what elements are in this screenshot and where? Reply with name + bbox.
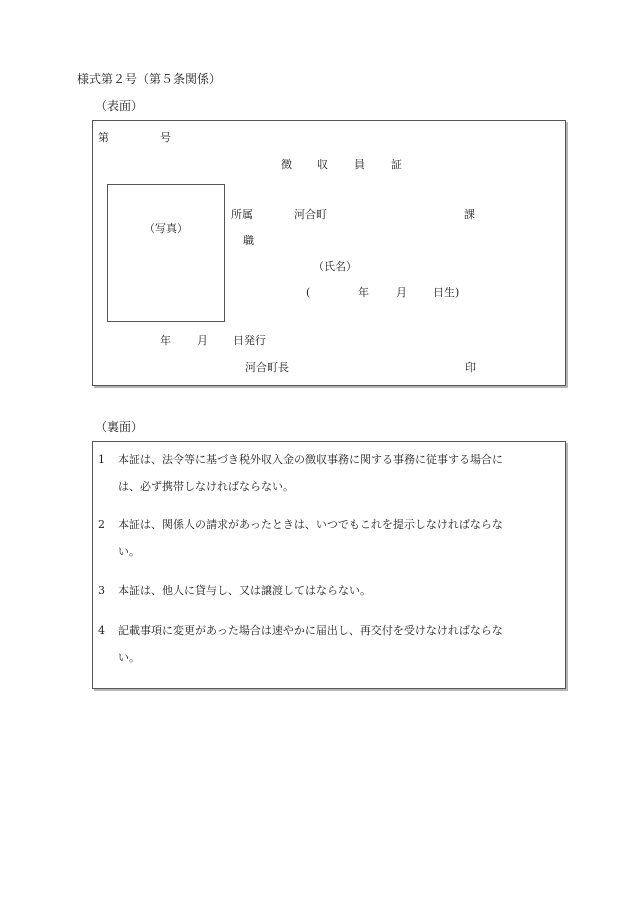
- position-label: 職: [243, 234, 254, 247]
- card-title-char-2: 収: [317, 158, 328, 171]
- issue-year: 年: [160, 334, 171, 347]
- rule-4-number: 4: [98, 624, 105, 637]
- name-label: （氏名）: [313, 260, 357, 273]
- seal-mark: 印: [465, 361, 476, 374]
- affiliation-label: 所属: [231, 208, 253, 221]
- rule-4-text-1: 記載事項に変更があった場合は速やかに届出し、再交付を受けなければならな: [118, 624, 503, 637]
- number-prefix: 第: [98, 131, 109, 144]
- issue-day: 日発行: [233, 334, 266, 347]
- rule-2-text-1: 本証は、関係人の請求があったときは、いつでもこれを提示しなければならな: [118, 518, 503, 531]
- rule-1-number: 1: [98, 453, 105, 466]
- issuer-name: 河合町長: [245, 361, 289, 374]
- birth-day: 日生): [433, 286, 460, 299]
- back-card: [92, 441, 566, 689]
- form-title: 様式第２号（第５条関係）: [77, 72, 222, 86]
- card-title-char-3: 員: [354, 158, 365, 171]
- rule-3-text-1: 本証は、他人に貸与し、又は譲渡してはならない。: [118, 584, 371, 597]
- card-title-char-1: 徴: [281, 158, 292, 171]
- number-suffix: 号: [160, 131, 171, 144]
- rule-1-text-1: 本証は、法令等に基づき税外収入金の徴収事務に関する事務に従事する場合に: [118, 453, 503, 466]
- rule-3-number: 3: [98, 584, 105, 597]
- issue-month: 月: [197, 334, 208, 347]
- rule-4-text-2: い。: [118, 651, 140, 664]
- affiliation-town: 河合町: [294, 208, 327, 221]
- birth-month: 月: [396, 286, 407, 299]
- birth-year: 年: [358, 286, 369, 299]
- photo-box: [107, 184, 225, 322]
- photo-label: （写真）: [144, 222, 188, 235]
- rule-1-text-2: は、必ず携帯しなければならない。: [118, 480, 294, 493]
- rule-2-text-2: い。: [118, 545, 140, 558]
- birth-open-paren: (: [306, 286, 311, 299]
- section-label: 課: [464, 208, 475, 221]
- rule-2-number: 2: [98, 518, 105, 531]
- card-title-char-4: 証: [391, 158, 402, 171]
- front-card: [92, 120, 566, 386]
- back-heading: （裏面）: [95, 420, 144, 434]
- front-heading: （表面）: [95, 99, 144, 113]
